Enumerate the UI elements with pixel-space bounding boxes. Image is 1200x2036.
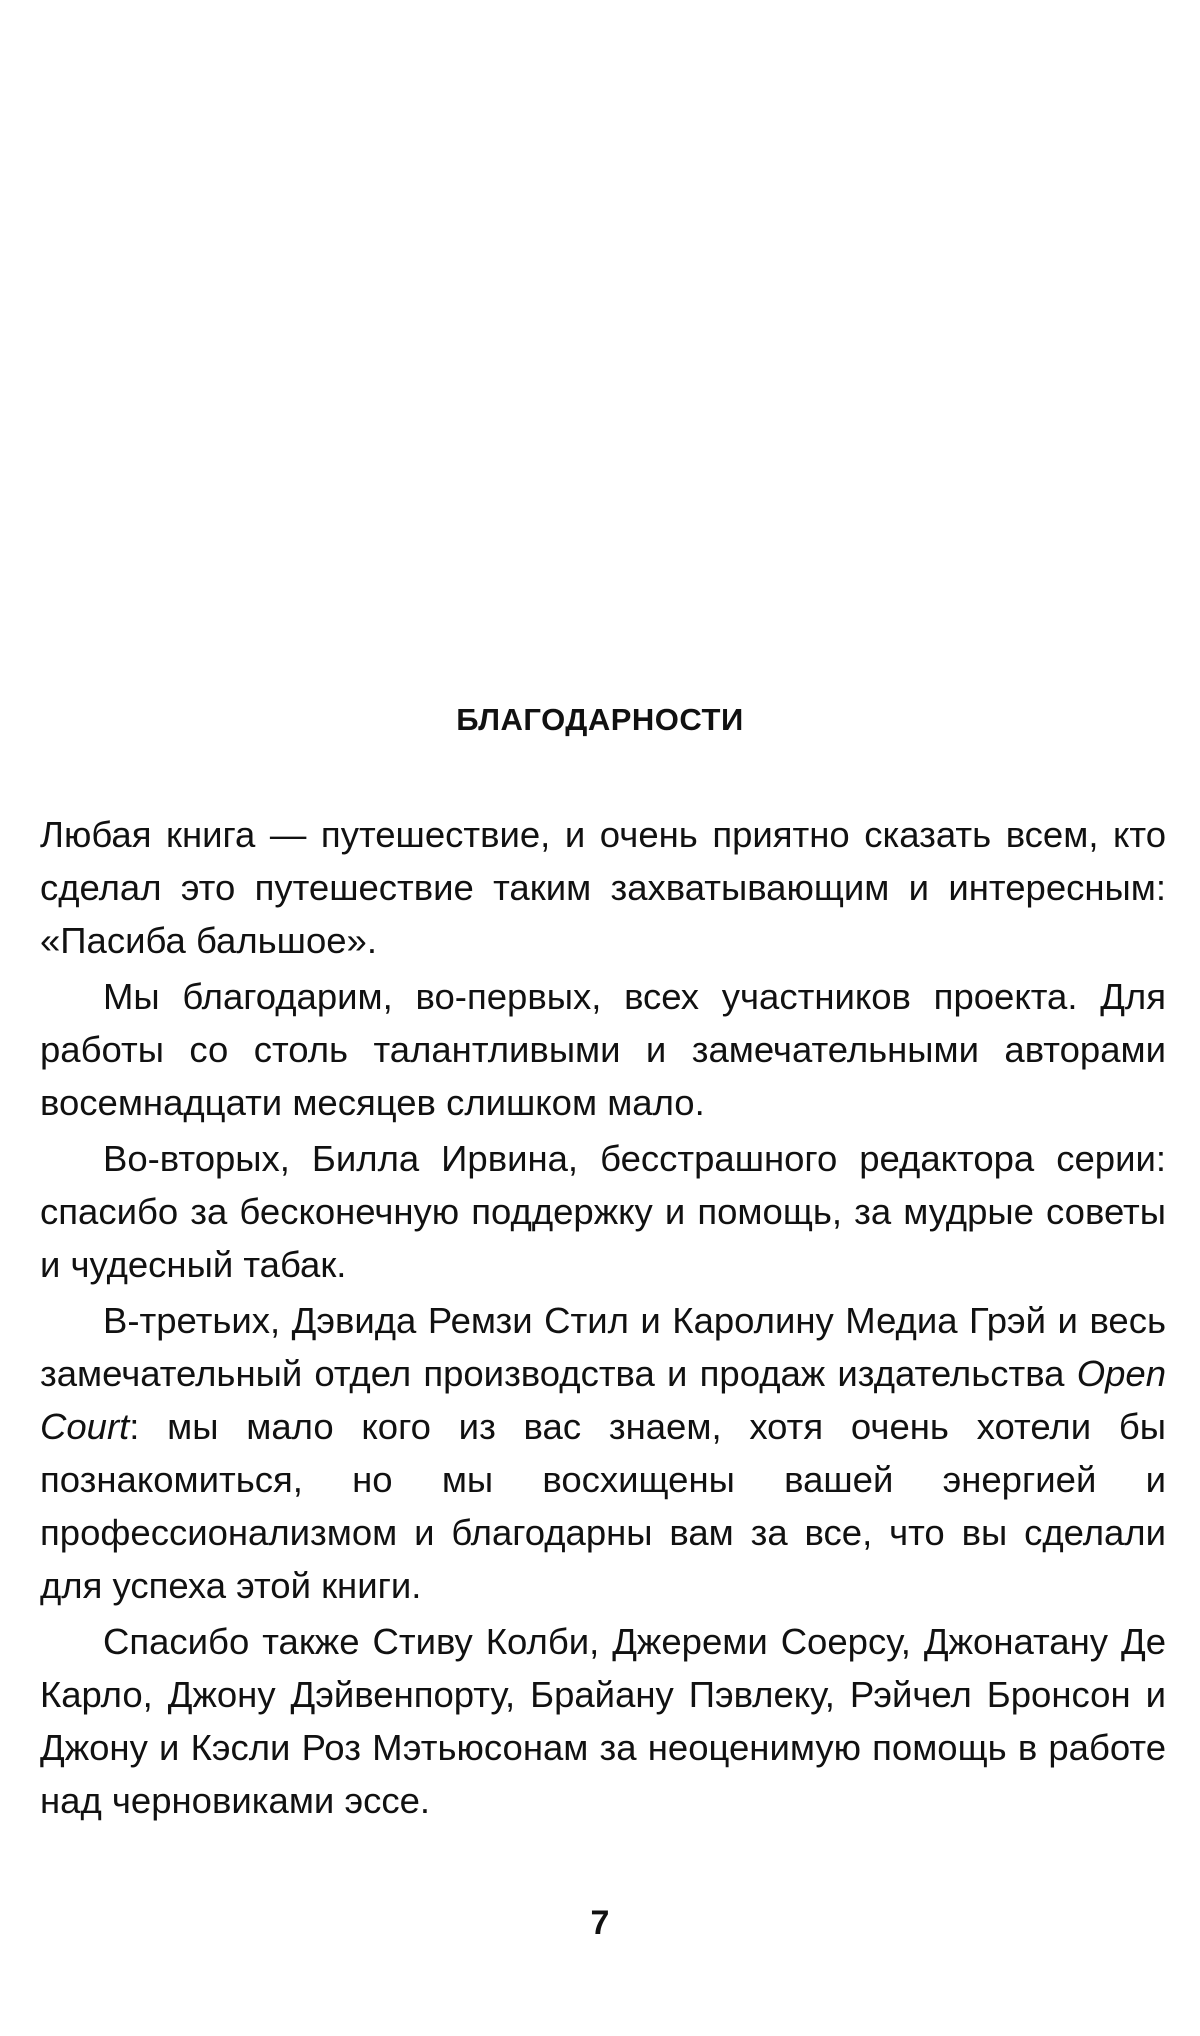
publisher-name: Open Court [40, 1353, 1166, 1447]
paragraph-intro: Любая книга — путешествие, и очень приятно сказать всем, кто сделал это путешествие таким захватывающим и интересным: «Пасиба бальшое». [40, 814, 1166, 961]
paragraph-publisher-after: : мы мало кого из вас знаем, хотя очень хотели бы познакомиться, но мы восхищены вашей энергией и профессионализмом и благодарны вам за все, что вы сделали для успеха этой книги. [40, 1406, 1166, 1606]
page-number: 7 [590, 1904, 610, 1942]
paragraph-reviewers: Спасибо также Стиву Колби, Джереми Соерсу, Джонатану Де Карло, Джону Дэйвенпорту, Брайану Пэвлеку, Рэйчел Бронсон и Джону и Кэсли Роз Мэтьюсонам за неоценимую помощь в работе над черновиками эссе. [40, 1621, 1166, 1821]
paragraph-publisher [40, 1294, 1166, 1612]
paragraph-participants: Мы благодарим, во-первых, всех участников проекта. Для работы со столь талантливыми и замечательными авторами восемнадцати месяцев слишком мало. [40, 976, 1166, 1123]
body-text [40, 808, 1166, 1827]
page-title: БЛАГОДАРНОСТИ [456, 702, 744, 737]
paragraph-series-editor: Во-вторых, Билла Ирвина, бесстрашного редактора серии: спасибо за бесконечную поддержку и помощь, за мудрые советы и чудесный табак. [40, 1138, 1166, 1285]
paragraph-publisher-before: В-третьих, Дэвида Ремзи Стил и Каролину Медиа Грэй и весь замечательный отдел производства и продаж издательства [40, 1300, 1166, 1394]
